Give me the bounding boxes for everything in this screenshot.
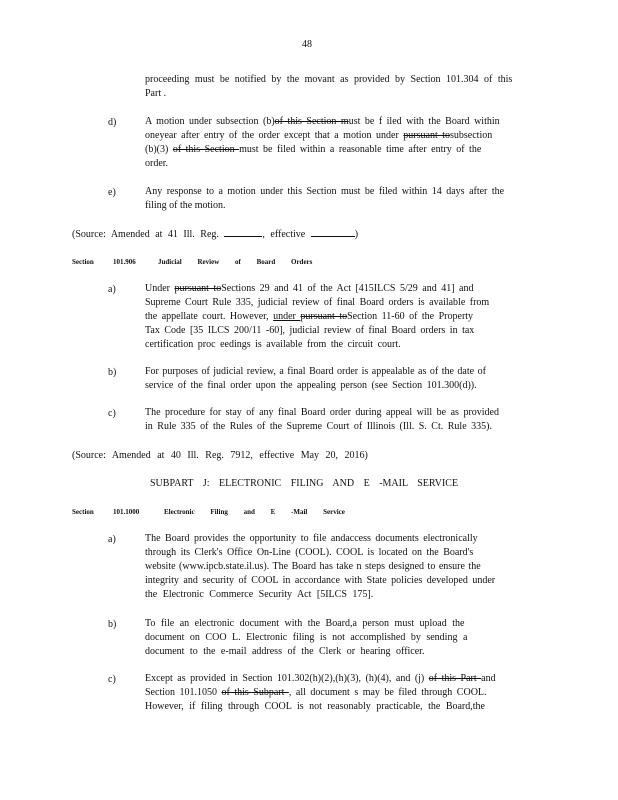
item-d-line-4: order. bbox=[145, 158, 169, 169]
item-906a-line-3-text-a: the appellate court. However, bbox=[145, 311, 274, 322]
item-1000a-line-1: The Board provides the opportunity to file andaccess documents electronically bbox=[145, 533, 478, 544]
item-906a-line-2: Supreme Court Rule 335, judicial review of final Board orders is available from bbox=[145, 297, 490, 308]
item-906a-line-1-deleted: pursuant to bbox=[174, 283, 222, 294]
item-1000a-line-4: integrity and security of COOL in accordance with State policies developed under bbox=[145, 575, 496, 586]
item-906a-line-5: certification proc eedings is available from the circuit court. bbox=[145, 339, 401, 350]
section-906-label: Section bbox=[72, 258, 94, 266]
section-1000-title: Electronic Filing and E -Mail Service bbox=[164, 508, 345, 516]
item-906c-line-2: in Rule 335 of the Rules of the Supreme Court of Illinois (Ill. S. Ct. Rule 335). bbox=[145, 421, 492, 432]
item-1000b-line-2: document on COO L. Electronic filing is not accomplished by sending a bbox=[145, 632, 468, 643]
item-1000c-line-1-text-b: and bbox=[481, 673, 496, 684]
item-1000c-line-1-deleted: of this Part bbox=[428, 673, 482, 684]
item-e-label: e) bbox=[108, 187, 116, 198]
item-1000c-line-2 bbox=[145, 686, 487, 699]
source-note-1-end: ) bbox=[354, 229, 359, 240]
item-906a-line-3-deleted: pursuant to bbox=[300, 311, 348, 322]
blank-line bbox=[224, 227, 262, 237]
item-906c-label: c) bbox=[108, 408, 116, 419]
item-d-line-2-text-a: oneyear after entry of the order except that a motion under bbox=[145, 130, 404, 141]
item-d-line-3-text-a: (b)(3) bbox=[145, 144, 173, 155]
source-note-1 bbox=[72, 227, 358, 241]
section-1000-label: Section bbox=[72, 508, 94, 516]
item-1000c-line-1-text-a: Except as provided in Section 101.302(h)(2),(h)(3), (h)(4), and (j) bbox=[145, 673, 429, 684]
source-note-2: (Source: Amended at 40 Ill. Reg. 7912, effective May 20, 2016) bbox=[72, 450, 368, 461]
item-906a-line-3-inserted: under bbox=[273, 311, 301, 322]
item-1000b-line-1: To file an electronic document with the Board,a person must upload the bbox=[145, 618, 465, 629]
item-d-line-2-deleted: pursuant to bbox=[403, 130, 451, 141]
item-d-line-1-text-b: ust be f iled with the Board within bbox=[348, 116, 500, 127]
item-d-label: d) bbox=[108, 117, 117, 128]
item-906a-line-1 bbox=[145, 282, 473, 295]
item-e-line-1: Any response to a motion under this Section must be filed within 14 days after the bbox=[145, 186, 505, 197]
section-906-number: 101.906 bbox=[113, 258, 136, 266]
section-906-title: Judicial Review of Board Orders bbox=[158, 258, 313, 266]
item-d-line-1-text-a: A motion under subsection (b) bbox=[145, 116, 275, 127]
item-d-line-3 bbox=[145, 143, 481, 156]
item-1000a-line-5: the Electronic Commerce Security Act [5ILCS 175]. bbox=[145, 589, 374, 600]
blank-line bbox=[311, 227, 355, 237]
item-d-line-2-text-b: subsection bbox=[450, 130, 493, 141]
item-906a-line-3 bbox=[145, 310, 473, 323]
item-906a-line-1-text-b: Sections 29 and 41 of the Act [415ILCS 5/29 and 41] and bbox=[221, 283, 474, 294]
item-906b-label: b) bbox=[108, 367, 117, 378]
item-d-line-3-deleted: of this Section bbox=[172, 144, 240, 155]
item-1000c-line-2-deleted: of this Subpart bbox=[221, 687, 289, 698]
item-1000c-line-3: However, if filing through COOL is not reasonably practicable, the Board,the bbox=[145, 701, 485, 712]
item-d-line-1 bbox=[145, 115, 500, 128]
source-note-1-prefix: (Source: Amended at 41 Ill. Reg. bbox=[72, 229, 219, 240]
item-e-line-2: filing of the motion. bbox=[145, 200, 226, 211]
item-1000c-line-2-text-b: , all document s may be filed through COOL. bbox=[288, 687, 487, 698]
item-906b-line-1: For purposes of judicial review, a final Board order is appealable as of the date of bbox=[145, 366, 486, 377]
item-906a-line-4: Tax Code [35 ILCS 200/11 -60], judicial review of final Board orders in tax bbox=[145, 325, 475, 336]
item-906b-line-2: service of the final order upon the appealing person (see Section 101.300(d)). bbox=[145, 380, 477, 391]
item-1000c-line-1 bbox=[145, 672, 496, 685]
intro-line-1: proceeding must be notified by the movant as provided by Section 101.304 of this bbox=[145, 74, 513, 85]
source-note-1-mid: , effective bbox=[262, 229, 306, 240]
item-906a-label: a) bbox=[108, 284, 116, 295]
page-number: 48 bbox=[302, 39, 312, 50]
item-d-line-3-text-b: must be filed within a reasonable time after entry of the bbox=[239, 144, 482, 155]
item-1000c-line-2-text-a: Section 101.1050 bbox=[145, 687, 222, 698]
item-1000a-line-3: website (www.ipcb.state.il.us). The Board has take n steps designed to ensure the bbox=[145, 561, 481, 572]
subpart-heading: SUBPART J: ELECTRONIC FILING AND E -MAIL SERVICE bbox=[150, 478, 459, 489]
item-1000a-label: a) bbox=[108, 534, 116, 545]
item-906a-line-3-text-b: Section 11-60 of the Property bbox=[347, 311, 474, 322]
item-906a-line-1-text-a: Under bbox=[145, 283, 175, 294]
item-d-line-2 bbox=[145, 129, 492, 142]
item-d-line-1-deleted: of this Section m bbox=[274, 116, 349, 127]
item-1000c-label: c) bbox=[108, 674, 116, 685]
item-1000b-label: b) bbox=[108, 619, 117, 630]
item-906c-line-1: The procedure for stay of any final Board order during appeal will be as provided bbox=[145, 407, 499, 418]
intro-line-2: Part . bbox=[145, 88, 167, 99]
item-1000b-line-3: document to the e-mail address of the Clerk or hearing officer. bbox=[145, 646, 425, 657]
item-1000a-line-2: through its Clerk's Office On-Line (COOL). COOL is located on the Board's bbox=[145, 547, 474, 558]
section-1000-number: 101.1000 bbox=[113, 508, 140, 516]
